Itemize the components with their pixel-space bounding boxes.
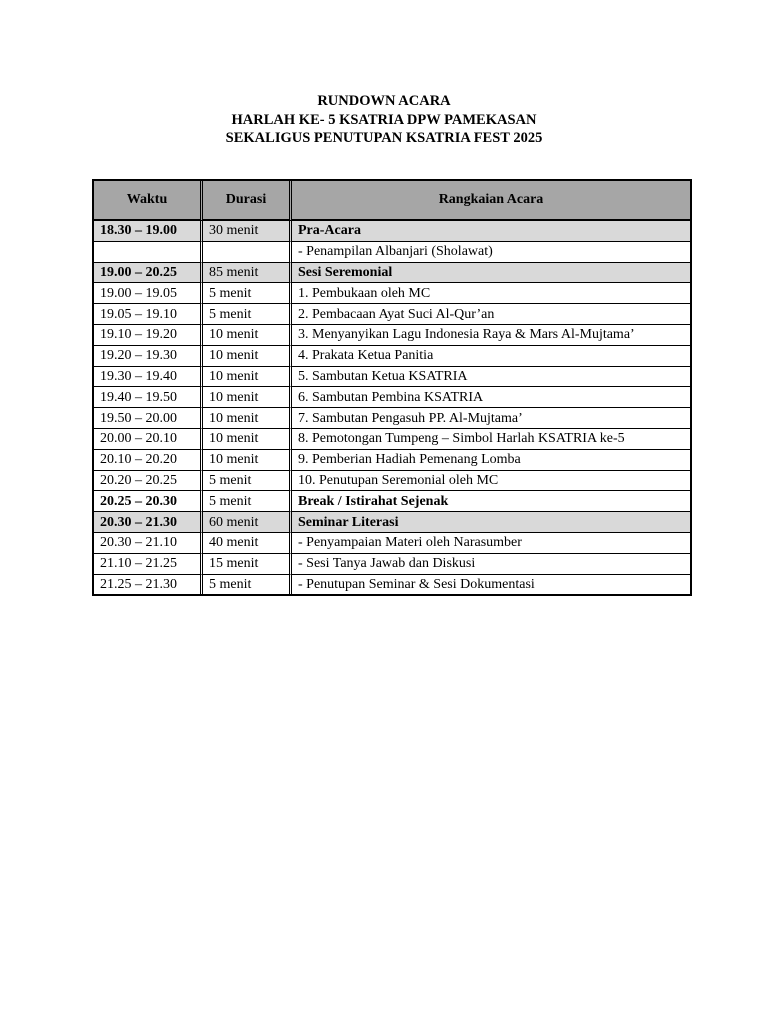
cell-duration: 5 menit [200, 283, 289, 304]
cell-time: 19.50 – 20.00 [94, 408, 200, 429]
cell-event: Break / Istirahat Sejenak [289, 491, 690, 512]
table-row [94, 263, 690, 284]
cell-duration: 5 menit [200, 491, 289, 512]
cell-duration: 5 menit [200, 575, 289, 595]
table-row [94, 512, 690, 533]
cell-duration: 30 menit [200, 221, 289, 242]
cell-time: 19.30 – 19.40 [94, 367, 200, 388]
cell-time: 19.40 – 19.50 [94, 387, 200, 408]
cell-time: 21.10 – 21.25 [94, 554, 200, 575]
header-event: Rangkaian Acara [289, 181, 690, 221]
cell-event: - Penutupan Seminar & Sesi Dokumentasi [289, 575, 690, 595]
table-row [94, 367, 690, 388]
cell-time: 20.30 – 21.10 [94, 533, 200, 554]
cell-event: 5. Sambutan Ketua KSATRIA [289, 367, 690, 388]
cell-duration: 10 menit [200, 408, 289, 429]
header-duration: Durasi [200, 181, 289, 221]
table-row [94, 408, 690, 429]
cell-duration [200, 242, 289, 263]
table-row [94, 283, 690, 304]
rundown-table [92, 179, 692, 596]
cell-duration: 10 menit [200, 387, 289, 408]
cell-event: Seminar Literasi [289, 512, 690, 533]
cell-time: 20.30 – 21.30 [94, 512, 200, 533]
cell-event: 4. Prakata Ketua Panitia [289, 346, 690, 367]
cell-time: 20.10 – 20.20 [94, 450, 200, 471]
cell-duration: 10 menit [200, 367, 289, 388]
table-row [94, 387, 690, 408]
cell-time: 19.20 – 19.30 [94, 346, 200, 367]
cell-time: 19.05 – 19.10 [94, 304, 200, 325]
cell-event: Pra-Acara [289, 221, 690, 242]
cell-event: 9. Pemberian Hadiah Pemenang Lomba [289, 450, 690, 471]
table-row [94, 221, 690, 242]
cell-event: 2. Pembacaan Ayat Suci Al-Qur’an [289, 304, 690, 325]
cell-event: 6. Sambutan Pembina KSATRIA [289, 387, 690, 408]
table-row [94, 429, 690, 450]
cell-event: 10. Penutupan Seremonial oleh MC [289, 471, 690, 492]
table-row [94, 242, 690, 263]
title-line-1: RUNDOWN ACARA [317, 93, 451, 109]
cell-event: 7. Sambutan Pengasuh PP. Al-Mujtama’ [289, 408, 690, 429]
table-row [94, 346, 690, 367]
cell-time: 19.10 – 19.20 [94, 325, 200, 346]
table-header-row [94, 181, 690, 221]
cell-event: 1. Pembukaan oleh MC [289, 283, 690, 304]
cell-event: Sesi Seremonial [289, 263, 690, 284]
cell-time [94, 242, 200, 263]
cell-duration: 10 menit [200, 325, 289, 346]
cell-event: 3. Menyanyikan Lagu Indonesia Raya & Mars Al-Mujtama’ [289, 325, 690, 346]
cell-time: 20.25 – 20.30 [94, 491, 200, 512]
cell-duration: 10 menit [200, 450, 289, 471]
cell-event: 8. Pemotongan Tumpeng – Simbol Harlah KSATRIA ke-5 [289, 429, 690, 450]
table-row [94, 554, 690, 575]
header-time: Waktu [94, 181, 200, 221]
cell-duration: 5 menit [200, 471, 289, 492]
title-line-3: SEKALIGUS PENUTUPAN KSATRIA FEST 2025 [225, 130, 543, 146]
table-row [94, 471, 690, 492]
cell-time: 19.00 – 20.25 [94, 263, 200, 284]
cell-time: 20.20 – 20.25 [94, 471, 200, 492]
cell-duration: 15 menit [200, 554, 289, 575]
cell-duration: 60 menit [200, 512, 289, 533]
cell-duration: 85 menit [200, 263, 289, 284]
cell-event: - Penyampaian Materi oleh Narasumber [289, 533, 690, 554]
title-line-2: HARLAH KE- 5 KSATRIA DPW PAMEKASAN [231, 111, 537, 128]
cell-time: 21.25 – 21.30 [100, 576, 177, 592]
cell-duration: 5 menit [200, 304, 289, 325]
cell-time: 18.30 – 19.00 [94, 221, 200, 242]
table-row [94, 575, 690, 595]
table-row [94, 491, 690, 512]
cell-time: 19.00 – 19.05 [94, 283, 200, 304]
cell-duration: 10 menit [200, 429, 289, 450]
cell-duration: 10 menit [200, 346, 289, 367]
cell-duration: 40 menit [200, 533, 289, 554]
document-title [0, 92, 768, 148]
cell-time: 20.00 – 20.10 [94, 429, 200, 450]
table-row [94, 325, 690, 346]
table-row [94, 533, 690, 554]
table-row [94, 450, 690, 471]
cell-event: - Penampilan Albanjari (Sholawat) [289, 242, 690, 263]
table-row [94, 304, 690, 325]
cell-event: - Sesi Tanya Jawab dan Diskusi [289, 554, 690, 575]
